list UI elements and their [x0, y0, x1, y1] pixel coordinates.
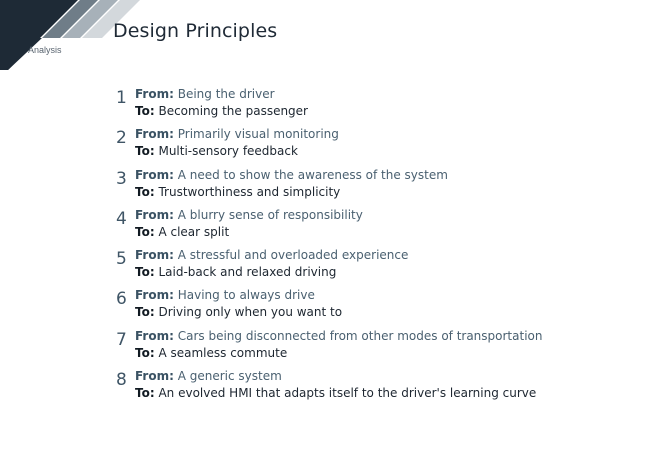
to-text: An evolved HMI that adapts itself to the driver's learning curve — [158, 386, 537, 401]
principle-item — [116, 328, 542, 368]
principle-item — [116, 86, 542, 126]
principle-to — [135, 345, 542, 362]
from-label: From: — [135, 369, 174, 384]
to-text: A seamless commute — [158, 345, 288, 360]
principle-to — [135, 264, 542, 281]
principle-number: 4 — [116, 208, 127, 229]
to-label: To: — [135, 265, 155, 280]
to-label: To: — [135, 104, 155, 118]
to-label: To: — [135, 305, 155, 320]
from-text: A blurry sense of responsibility — [177, 207, 363, 222]
from-text: A need to show the awareness of the system — [177, 167, 448, 182]
principle-to — [135, 385, 542, 402]
principle-from — [135, 207, 542, 224]
principles-list — [116, 86, 542, 408]
principle-number: 6 — [116, 289, 127, 310]
from-label: From: — [135, 328, 174, 343]
to-text: Multi-sensory feedback — [158, 144, 298, 159]
to-label: To: — [135, 224, 155, 239]
from-text: A stressful and overloaded experience — [177, 248, 409, 263]
principle-from — [135, 287, 542, 304]
principle-from — [135, 86, 542, 103]
from-text: A generic system — [177, 369, 282, 384]
principle-item — [116, 126, 542, 166]
from-text: Primarily visual monitoring — [177, 127, 339, 142]
principle-number: 3 — [116, 168, 127, 189]
principle-number: 1 — [116, 88, 127, 108]
from-label: From: — [135, 87, 174, 101]
principle-item — [116, 167, 542, 207]
principle-number: 7 — [116, 329, 127, 350]
from-label: From: — [135, 288, 174, 303]
from-text: Having to always drive — [177, 288, 315, 303]
from-label: From: — [135, 248, 174, 263]
principle-item — [116, 368, 542, 408]
principle-number: 8 — [116, 370, 127, 391]
principle-number: 5 — [116, 249, 127, 270]
to-text: Becoming the passenger — [158, 104, 308, 118]
principle-to — [135, 224, 542, 241]
principle-number: 2 — [116, 128, 127, 149]
principle-to — [135, 143, 542, 160]
section-label: Analysis — [28, 45, 62, 55]
to-text: Trustworthiness and simplicity — [158, 184, 341, 199]
from-label: From: — [135, 167, 174, 182]
to-text: Driving only when you want to — [158, 305, 343, 320]
principle-item — [116, 287, 542, 327]
principle-from — [135, 328, 542, 345]
from-label: From: — [135, 127, 174, 142]
to-label: To: — [135, 386, 155, 401]
principle-from — [135, 167, 542, 184]
to-label: To: — [135, 144, 155, 159]
to-text: A clear split — [158, 224, 230, 239]
principle-item — [116, 247, 542, 287]
to-label: To: — [135, 345, 155, 360]
principle-to — [135, 184, 542, 201]
from-label: From: — [135, 207, 174, 222]
principle-from — [135, 247, 542, 264]
from-text: Cars being disconnected from other modes of transportation — [177, 328, 543, 343]
principle-from — [135, 126, 542, 143]
principle-item — [116, 207, 542, 247]
principle-from — [135, 368, 542, 385]
from-text: Being the driver — [177, 87, 275, 101]
to-text: Laid-back and relaxed driving — [158, 265, 337, 280]
principle-to — [135, 103, 542, 120]
page-title: Design Principles — [113, 20, 278, 42]
principle-to — [135, 304, 542, 321]
to-label: To: — [135, 184, 155, 199]
